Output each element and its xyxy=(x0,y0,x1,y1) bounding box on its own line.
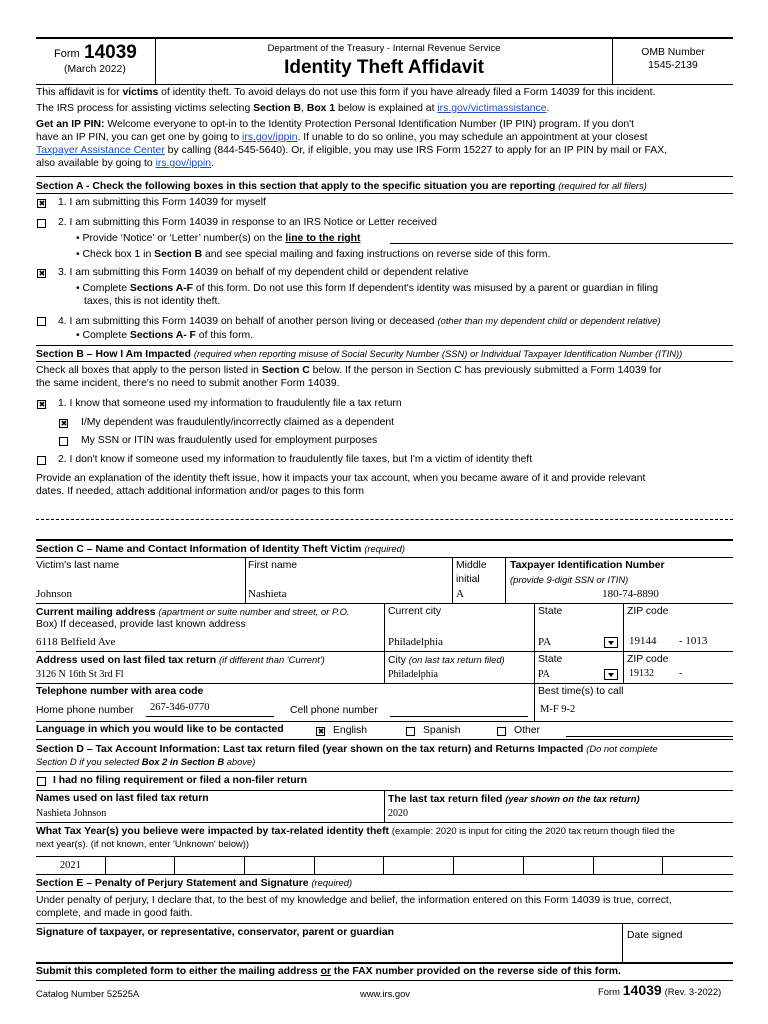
language-other-checkbox[interactable] xyxy=(497,727,506,736)
last-city-field[interactable]: Philadelphia xyxy=(388,669,438,680)
section-b-item-1: 1. I know that someone used my information to fraudulently file a tax return xyxy=(58,398,402,409)
last-city-label: City (on last tax return filed) xyxy=(388,654,505,666)
tax-year-cell[interactable] xyxy=(594,857,664,874)
section-d-heading-note: Section D if you selected Box 2 in Section B above) xyxy=(36,756,256,767)
last-state-dropdown-icon[interactable] xyxy=(604,669,618,680)
ippin-line-3: Taxpayer Assistance Center by calling (844-545-5640). Or, if eligible, you may use IRS Form 15227 to apply for an IP PIN by mail or FAX, xyxy=(36,145,668,156)
intro-line-2: The IRS process for assisting victims selecting Section B, Box 1 below is explained at irs.gov/victimassistance. xyxy=(36,103,550,114)
last-state-field[interactable]: PA xyxy=(538,669,550,680)
city-field[interactable]: Philadelphia xyxy=(388,636,443,648)
language-spanish-label: Spanish xyxy=(423,725,461,736)
tin-note: (provide 9-digit SSN or ITIN) xyxy=(510,574,629,585)
tin-label: Taxpayer Identification Number xyxy=(510,560,665,571)
section-d-nonfiler-checkbox[interactable] xyxy=(37,777,46,786)
zip-ext-field[interactable]: - 1013 xyxy=(679,635,708,647)
home-phone-label: Home phone number xyxy=(36,705,134,716)
section-b-item-1a: I/My dependent was fraudulently/incorrectly claimed as a dependent xyxy=(81,417,395,428)
ippin-line-1: Get an IP PIN: Welcome everyone to opt-in to the Identity Protection Personal Identification Number (IP PIN) program. If you don't xyxy=(36,119,635,130)
signature-field[interactable] xyxy=(36,940,620,960)
state-field[interactable]: PA xyxy=(538,636,552,648)
tax-year-cell[interactable] xyxy=(524,857,594,874)
middle-initial-label-2: initial xyxy=(456,574,480,585)
signature-label: Signature of taxpayer, or representative, conservator, parent or guardian xyxy=(36,927,395,938)
tax-year-cell[interactable]: 2021 xyxy=(36,857,106,874)
tin-field[interactable]: 180-74-8890 xyxy=(602,588,659,600)
section-a-item-2-bullet-1: • Provide ‘Notice’ or ‘Letter’ number(s) on the line to the right xyxy=(76,233,361,244)
years-impacted-note: next year(s). (if not known, enter 'Unknown' below)) xyxy=(36,838,250,849)
language-english-checkbox[interactable] xyxy=(316,727,325,736)
language-spanish-checkbox[interactable] xyxy=(406,727,415,736)
ippin-link[interactable]: irs.gov/ippin xyxy=(242,132,298,143)
ippin-line-2: have an IP PIN, you can get one by going to irs.gov/ippin. If unable to do so online, you may schedule an appointment at your closest xyxy=(36,132,648,143)
section-a-item-3: 3. I am submitting this Form 14039 on behalf of my dependent child or dependent relative xyxy=(58,267,469,278)
section-b-intro-1: Check all boxes that apply to the person listed in Section C below. If the person in Section C has previously submitted a Form 14039 for xyxy=(36,365,662,376)
zip-field[interactable]: 19144 xyxy=(629,635,657,647)
last-zip-label: ZIP code xyxy=(627,654,669,665)
section-a-item-2: 2. I am submitting this Form 14039 in response to an IRS Notice or Letter received xyxy=(58,217,437,228)
tax-year-cell[interactable] xyxy=(245,857,315,874)
tax-years-row xyxy=(36,856,733,874)
omb-label: OMB Number xyxy=(641,47,705,58)
omb-number: 1545-2139 xyxy=(648,60,698,71)
names-used-label: Names used on last filed tax return xyxy=(36,793,209,804)
date-signed-label: Date signed xyxy=(627,930,683,941)
page-title: Identity Theft Affidavit xyxy=(284,57,484,78)
tax-year-cell[interactable] xyxy=(106,857,176,874)
mail-address-label-2: Box) If deceased, provide last known address xyxy=(36,619,246,630)
last-name-label: Victim's last name xyxy=(36,560,120,571)
state-label: State xyxy=(538,606,563,617)
language-other-label: Other xyxy=(514,725,540,736)
perjury-statement-1: Under penalty of perjury, I declare that, to the best of my knowledge and belief, the information entered on this Form 14039 is true, correct, xyxy=(36,895,672,906)
years-impacted-label: What Tax Year(s) you believe were impacted by tax-related identity theft (example: 2020 is input for citing the 2020 tax return though filed the xyxy=(36,825,675,837)
last-year-label: The last tax return filed (year shown on the tax return) xyxy=(388,793,640,805)
intro-line-1: This affidavit is for victims of identity theft. To avoid delays do not use this form if you have already filed a Form 14039 for this incident. xyxy=(36,87,656,98)
section-a-checkbox-1[interactable] xyxy=(37,199,46,208)
best-time-field[interactable]: M-F 9-2 xyxy=(540,704,576,715)
section-b-checkbox-1[interactable] xyxy=(37,400,46,409)
section-b-checkbox-1a[interactable] xyxy=(59,419,68,428)
last-zip-field[interactable]: 19132 xyxy=(629,668,654,679)
perjury-statement-2: complete, and made in good faith. xyxy=(36,908,193,919)
ippin-link-2[interactable]: irs.gov/ippin xyxy=(155,158,212,169)
tax-year-cell[interactable] xyxy=(454,857,524,874)
best-time-label: Best time(s) to call xyxy=(538,686,624,697)
taxpayer-assistance-center-link[interactable]: Taxpayer Assistance Center xyxy=(36,145,165,156)
section-a-item-3-bullet-1: • Complete Sections A-F of this form. Do not use this form If dependent's identity was misused by a parent or guardian in filing xyxy=(76,283,659,294)
section-d-heading: Section D – Tax Account Information: Last tax return filed (year shown on the tax return) and Returns Impacted (Do not complete xyxy=(36,743,658,755)
language-label: Language in which you would like to be contacted xyxy=(36,724,284,735)
last-address-field[interactable]: 3126 N 16th St 3rd Fl xyxy=(36,669,124,680)
form-date: (March 2022) xyxy=(64,64,126,75)
last-state-label: State xyxy=(538,654,563,665)
section-a-checkbox-2[interactable] xyxy=(37,219,46,228)
cell-phone-label: Cell phone number xyxy=(290,705,378,716)
tax-year-cell[interactable] xyxy=(385,857,455,874)
mail-address-label: Current mailing address (apartment or suite number and street, or P.O. xyxy=(36,606,350,618)
footer-form-id: Form 14039 (Rev. 3-2022) xyxy=(598,982,722,998)
form-word: Form xyxy=(54,48,80,60)
department: Department of the Treasury - Internal Revenue Service xyxy=(267,43,501,54)
section-a-item-4-bullet-1: • Complete Sections A- F of this form. xyxy=(76,330,254,341)
section-a-item-2-bullet-2: • Check box 1 in Section B and see special mailing and faxing instructions on reverse side of this form. xyxy=(76,249,551,260)
first-name-label: First name xyxy=(248,560,298,571)
middle-initial-field[interactable]: A xyxy=(456,588,464,600)
zip-label: ZIP code xyxy=(627,606,669,617)
section-b-explain-1: Provide an explanation of the identity theft issue, how it impacts your tax account, when you became aware of it and provide relevant xyxy=(36,473,646,484)
last-year-field[interactable]: 2020 xyxy=(388,808,408,819)
date-signed-field[interactable] xyxy=(624,943,732,961)
first-name-field[interactable]: Nashieta xyxy=(248,588,287,600)
section-a-checkbox-4[interactable] xyxy=(37,317,46,326)
section-b-heading: Section B – How I Am Impacted (required when reporting misuse of Social Security Number (SSN) or Individual Taxpayer Identification Number (ITIN)) xyxy=(36,348,683,360)
home-phone-field[interactable]: 267-346-0770 xyxy=(150,702,210,713)
section-a-heading: Section A - Check the following boxes in this section that apply to the specific situation you are reporting (required for all filers) xyxy=(36,180,647,192)
middle-initial-label: Middle xyxy=(456,560,487,571)
language-english-label: English xyxy=(333,725,368,736)
ippin-line-4: also available by going to irs.gov/ippin. xyxy=(36,158,214,169)
section-b-checkbox-2[interactable] xyxy=(37,456,46,465)
submit-instruction: Submit this completed form to either the mailing address or the FAX number provided on the reverse side of this form. xyxy=(36,966,621,977)
section-a-item-1: 1. I am submitting this Form 14039 for myself xyxy=(58,197,266,208)
last-address-label: Address used on last filed tax return (if different than 'Current') xyxy=(36,654,325,666)
section-b-item-2: 2. I don't know if someone used my information to fraudulently file taxes, but I'm a victim of identity theft xyxy=(58,454,533,465)
section-d-nonfiler-label: I had no filing requirement or filed a non-filer return xyxy=(53,775,308,786)
tax-year-cell[interactable] xyxy=(175,857,245,874)
section-c-heading: Section C – Name and Contact Information of Identity Theft Victim (required) xyxy=(36,543,405,555)
section-b-explain-2: dates. If needed, attach additional information and/or pages to this form xyxy=(36,486,365,497)
section-a-item-4: 4. I am submitting this Form 14039 on behalf of another person living or deceased (other than my dependent child or dependent relative) xyxy=(58,315,661,327)
tax-year-cell[interactable] xyxy=(663,857,733,874)
tax-year-cell[interactable] xyxy=(315,857,385,874)
phone-label: Telephone number with area code xyxy=(36,686,204,697)
names-used-field[interactable]: Nashieta Johnson xyxy=(36,808,107,819)
city-label: Current city xyxy=(388,606,442,617)
section-b-checkbox-1b[interactable] xyxy=(59,437,68,446)
section-a-checkbox-3[interactable] xyxy=(37,269,46,278)
explanation-line[interactable] xyxy=(36,519,733,520)
victim-assistance-link[interactable]: irs.gov/victimassistance xyxy=(437,103,547,114)
section-b-item-1b: My SSN or ITIN was fraudulently used for employment purposes xyxy=(81,435,378,446)
footer-website: www.irs.gov xyxy=(359,988,410,999)
section-a-item-3-bullet-1-cont: taxes, this is not identity theft. xyxy=(84,296,221,307)
mail-address-field[interactable]: 6118 Belfield Ave xyxy=(36,636,116,648)
last-zip-ext-field[interactable]: - xyxy=(679,668,683,679)
state-dropdown-icon[interactable] xyxy=(604,637,618,648)
form-number: 14039 xyxy=(84,42,137,63)
last-name-field[interactable]: Johnson xyxy=(36,588,73,600)
section-b-intro-2: the same incident, there's no need to submit another Form 14039. xyxy=(36,378,340,389)
section-e-heading: Section E – Penalty of Perjury Statement and Signature (required) xyxy=(36,877,353,889)
catalog-number: Catalog Number 52525A xyxy=(36,988,140,999)
